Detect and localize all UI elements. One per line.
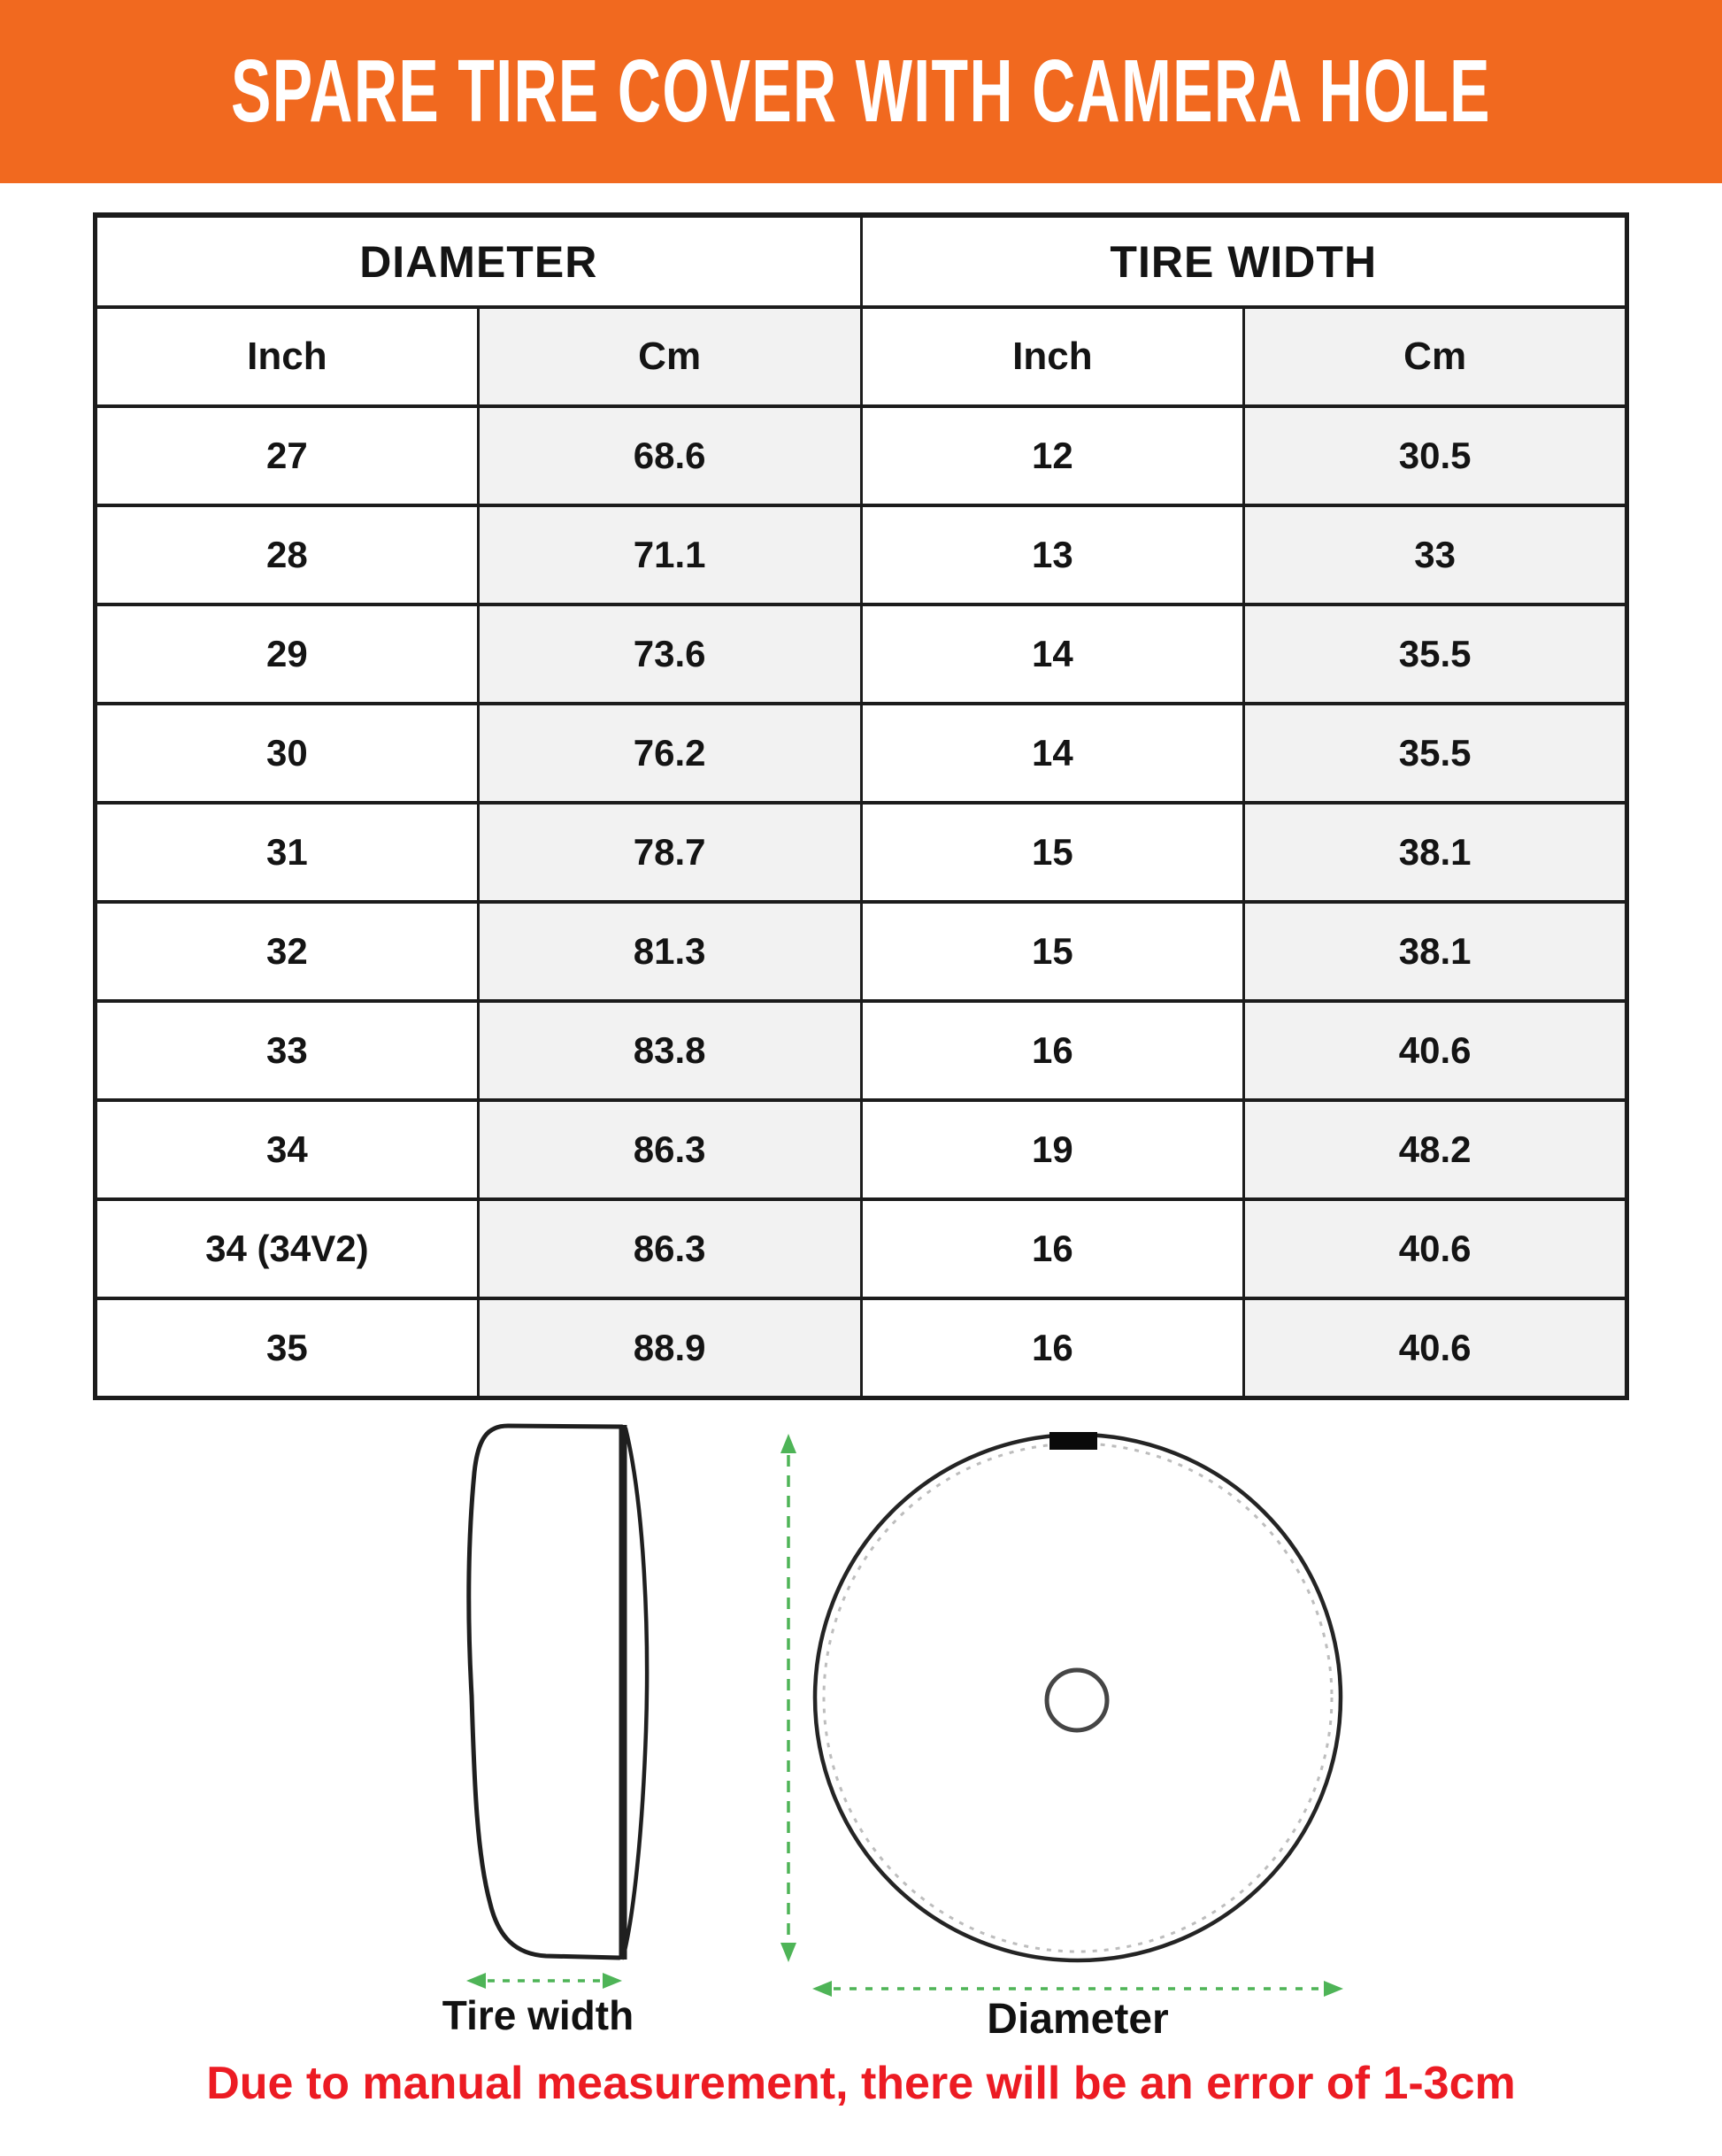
group-header-tire-width: TIRE WIDTH [861, 215, 1627, 307]
diameter-cm-cell: 83.8 [478, 1001, 861, 1100]
table-row [96, 1199, 1627, 1298]
width-cm-cell: 35.5 [1244, 604, 1627, 704]
table-row [96, 1298, 1627, 1398]
col-header-width-cm: Cm [1244, 307, 1627, 406]
tire-width-arrow [466, 1973, 622, 1989]
width-cm-cell: 40.6 [1244, 1199, 1627, 1298]
width-inch-cell: 12 [861, 406, 1244, 505]
width-cm-cell: 40.6 [1244, 1001, 1627, 1100]
table-row [96, 406, 1627, 505]
diameter-label: Diameter [987, 1995, 1169, 2034]
diameter-inch-cell: 34 (34V2) [96, 1199, 479, 1298]
table-row [96, 1100, 1627, 1199]
top-tab-marker [1049, 1432, 1097, 1450]
col-header-diameter-cm: Cm [478, 307, 861, 406]
width-cm-cell: 48.2 [1244, 1100, 1627, 1199]
width-inch-cell: 14 [861, 604, 1244, 704]
diameter-inch-cell: 27 [96, 406, 479, 505]
width-cm-cell: 40.6 [1244, 1298, 1627, 1398]
width-inch-cell: 19 [861, 1100, 1244, 1199]
measurement-error-note: Due to manual measurement, there will be an error of 1-3cm [206, 2057, 1516, 2109]
diameter-cm-cell: 86.3 [478, 1199, 861, 1298]
tire-front-view [815, 1432, 1341, 1960]
diameter-cm-cell: 81.3 [478, 902, 861, 1001]
size-table [93, 212, 1629, 1400]
diameter-inch-cell: 32 [96, 902, 479, 1001]
diameter-arrow [812, 1981, 1343, 1997]
column-header-row [96, 307, 1627, 406]
diameter-cm-cell: 73.6 [478, 604, 861, 704]
col-header-diameter-inch: Inch [96, 307, 479, 406]
tire-width-label: Tire width [442, 1991, 634, 2034]
size-table-body [96, 406, 1627, 1398]
width-cm-cell: 30.5 [1244, 406, 1627, 505]
table-row [96, 505, 1627, 604]
width-inch-cell: 16 [861, 1199, 1244, 1298]
group-header-diameter: DIAMETER [96, 215, 862, 307]
width-inch-cell: 13 [861, 505, 1244, 604]
banner [0, 0, 1722, 183]
width-inch-cell: 15 [861, 803, 1244, 902]
diameter-cm-cell: 86.3 [478, 1100, 861, 1199]
col-header-width-inch: Inch [861, 307, 1244, 406]
table-row [96, 604, 1627, 704]
table-row [96, 704, 1627, 803]
diameter-vertical-arrow [780, 1434, 796, 1962]
group-header-row [96, 215, 1627, 307]
diameter-inch-cell: 30 [96, 704, 479, 803]
width-inch-cell: 15 [861, 902, 1244, 1001]
width-cm-cell: 33 [1244, 505, 1627, 604]
stitch-dotted-circle [824, 1444, 1332, 1952]
table-row [96, 1001, 1627, 1100]
diameter-cm-cell: 88.9 [478, 1298, 861, 1398]
width-cm-cell: 38.1 [1244, 902, 1627, 1001]
table-row [96, 803, 1627, 902]
tire-side-view [469, 1425, 647, 1960]
diameter-inch-cell: 35 [96, 1298, 479, 1398]
diameter-cm-cell: 71.1 [478, 505, 861, 604]
camera-hole [1047, 1670, 1107, 1730]
width-cm-cell: 35.5 [1244, 704, 1627, 803]
diameter-inch-cell: 28 [96, 505, 479, 604]
size-table-wrapper [93, 212, 1629, 1400]
diameter-inch-cell: 34 [96, 1100, 479, 1199]
diameter-cm-cell: 76.2 [478, 704, 861, 803]
page-title: SPARE TIRE COVER WITH CAMERA HOLE [231, 42, 1491, 141]
diameter-cm-cell: 78.7 [478, 803, 861, 902]
width-inch-cell: 14 [861, 704, 1244, 803]
measurement-diagram [0, 1400, 1722, 2034]
diameter-inch-cell: 33 [96, 1001, 479, 1100]
diameter-inch-cell: 31 [96, 803, 479, 902]
width-inch-cell: 16 [861, 1001, 1244, 1100]
diameter-cm-cell: 68.6 [478, 406, 861, 505]
table-row [96, 902, 1627, 1001]
width-cm-cell: 38.1 [1244, 803, 1627, 902]
width-inch-cell: 16 [861, 1298, 1244, 1398]
diameter-inch-cell: 29 [96, 604, 479, 704]
